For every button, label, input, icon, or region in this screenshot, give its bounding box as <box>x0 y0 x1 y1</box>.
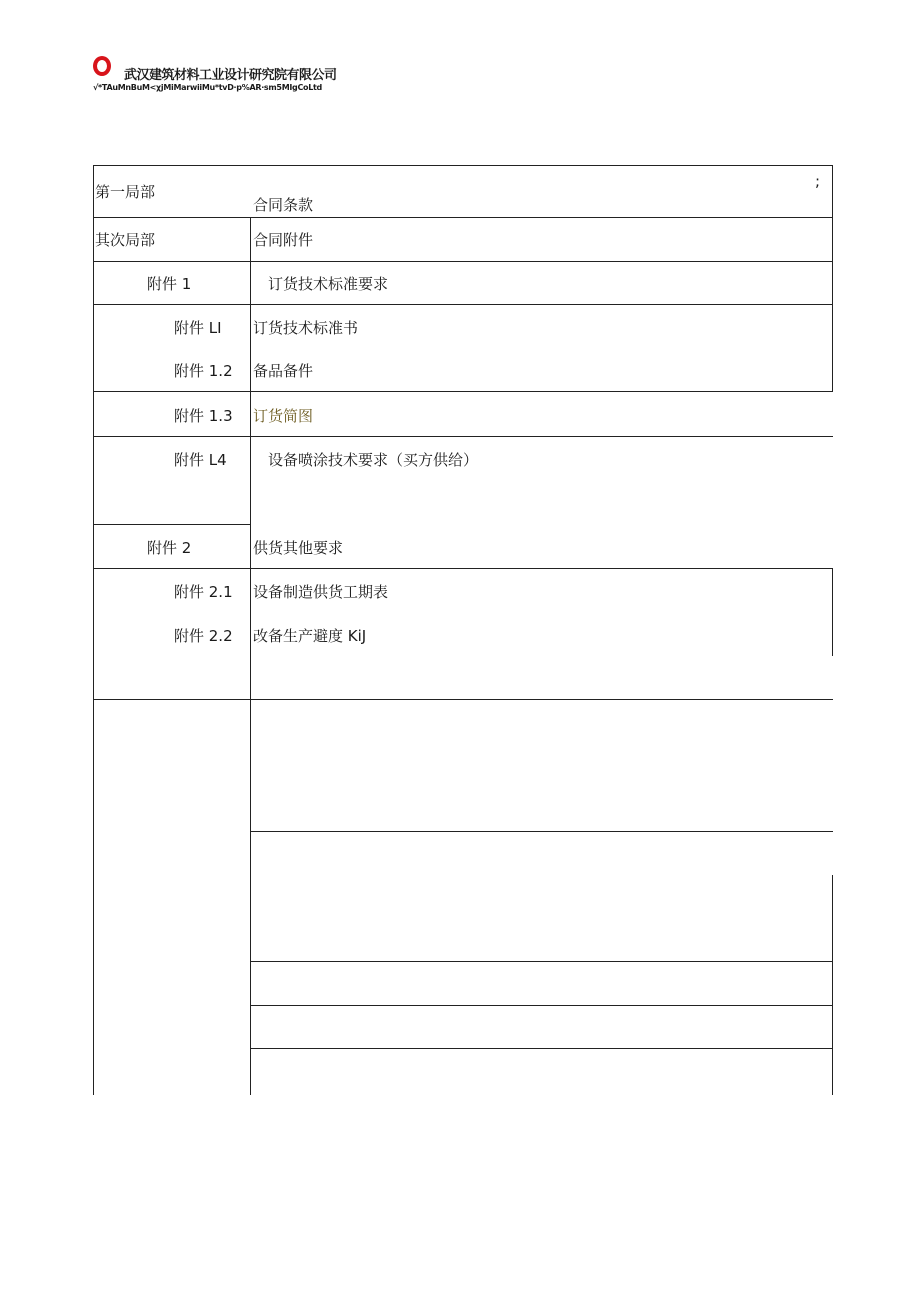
company-name-en: √*TAuMnBuM<χjMiMarwiiMu*tvD·p%AR·sm5MIgCoLtd <box>93 83 322 92</box>
attachment-2-label: 附件 2 <box>147 539 192 557</box>
company-name-cn: 武汉建筑材料工业设计研究院有限公司 <box>124 68 337 83</box>
company-logo-icon <box>93 56 111 76</box>
attachment-1-2-label: 附件 1.2 <box>174 362 233 380</box>
table-line <box>93 568 833 569</box>
part-one-title: 合同条款 <box>253 196 314 214</box>
table-line <box>93 524 251 525</box>
part-one-mark: ; <box>815 172 821 190</box>
attachment-2-title: 供货其他要求 <box>253 539 344 557</box>
attachment-2-2-title: 改备生产避度 KiJ <box>253 627 367 645</box>
attachment-1-label: 附件 1 <box>147 275 192 293</box>
attachment-1-3-title: 订货简图 <box>253 407 314 425</box>
attachment-1-2-title: 备品备件 <box>253 362 314 380</box>
table-line <box>251 961 833 962</box>
table-line <box>93 261 833 262</box>
table-line <box>93 165 833 166</box>
table-line <box>251 1048 833 1049</box>
attachment-1-1-label: 附件 LI <box>174 319 222 337</box>
attachment-1-3-label: 附件 1.3 <box>174 407 233 425</box>
table-line <box>93 217 833 218</box>
table-line <box>93 391 833 392</box>
attachment-2-2-label: 附件 2.2 <box>174 627 233 645</box>
table-line <box>250 217 251 1095</box>
attachment-1-title: 订货技术标准要求 <box>268 275 389 293</box>
table-line <box>832 875 833 961</box>
table-line <box>251 831 833 832</box>
table-line <box>832 165 833 392</box>
part-two-title: 合同附件 <box>253 231 314 249</box>
part-one-label: 第一局部 <box>95 183 156 201</box>
attachment-1-4-label: 附件 L4 <box>174 451 227 469</box>
table-line <box>832 961 833 1095</box>
attachment-1-4-title: 设备喷涂技术要求（买方供给） <box>268 451 479 469</box>
table-line <box>93 304 833 305</box>
table-line <box>93 436 833 437</box>
table-line <box>251 1005 833 1006</box>
attachment-2-1-label: 附件 2.1 <box>174 583 233 601</box>
table-line <box>832 568 833 656</box>
table-line <box>93 165 94 1095</box>
attachment-1-1-title: 订货技术标准书 <box>253 319 359 337</box>
part-two-label: 其次局部 <box>95 231 156 249</box>
table-line <box>93 699 833 700</box>
attachment-2-1-title: 设备制造供货工期表 <box>253 583 389 601</box>
